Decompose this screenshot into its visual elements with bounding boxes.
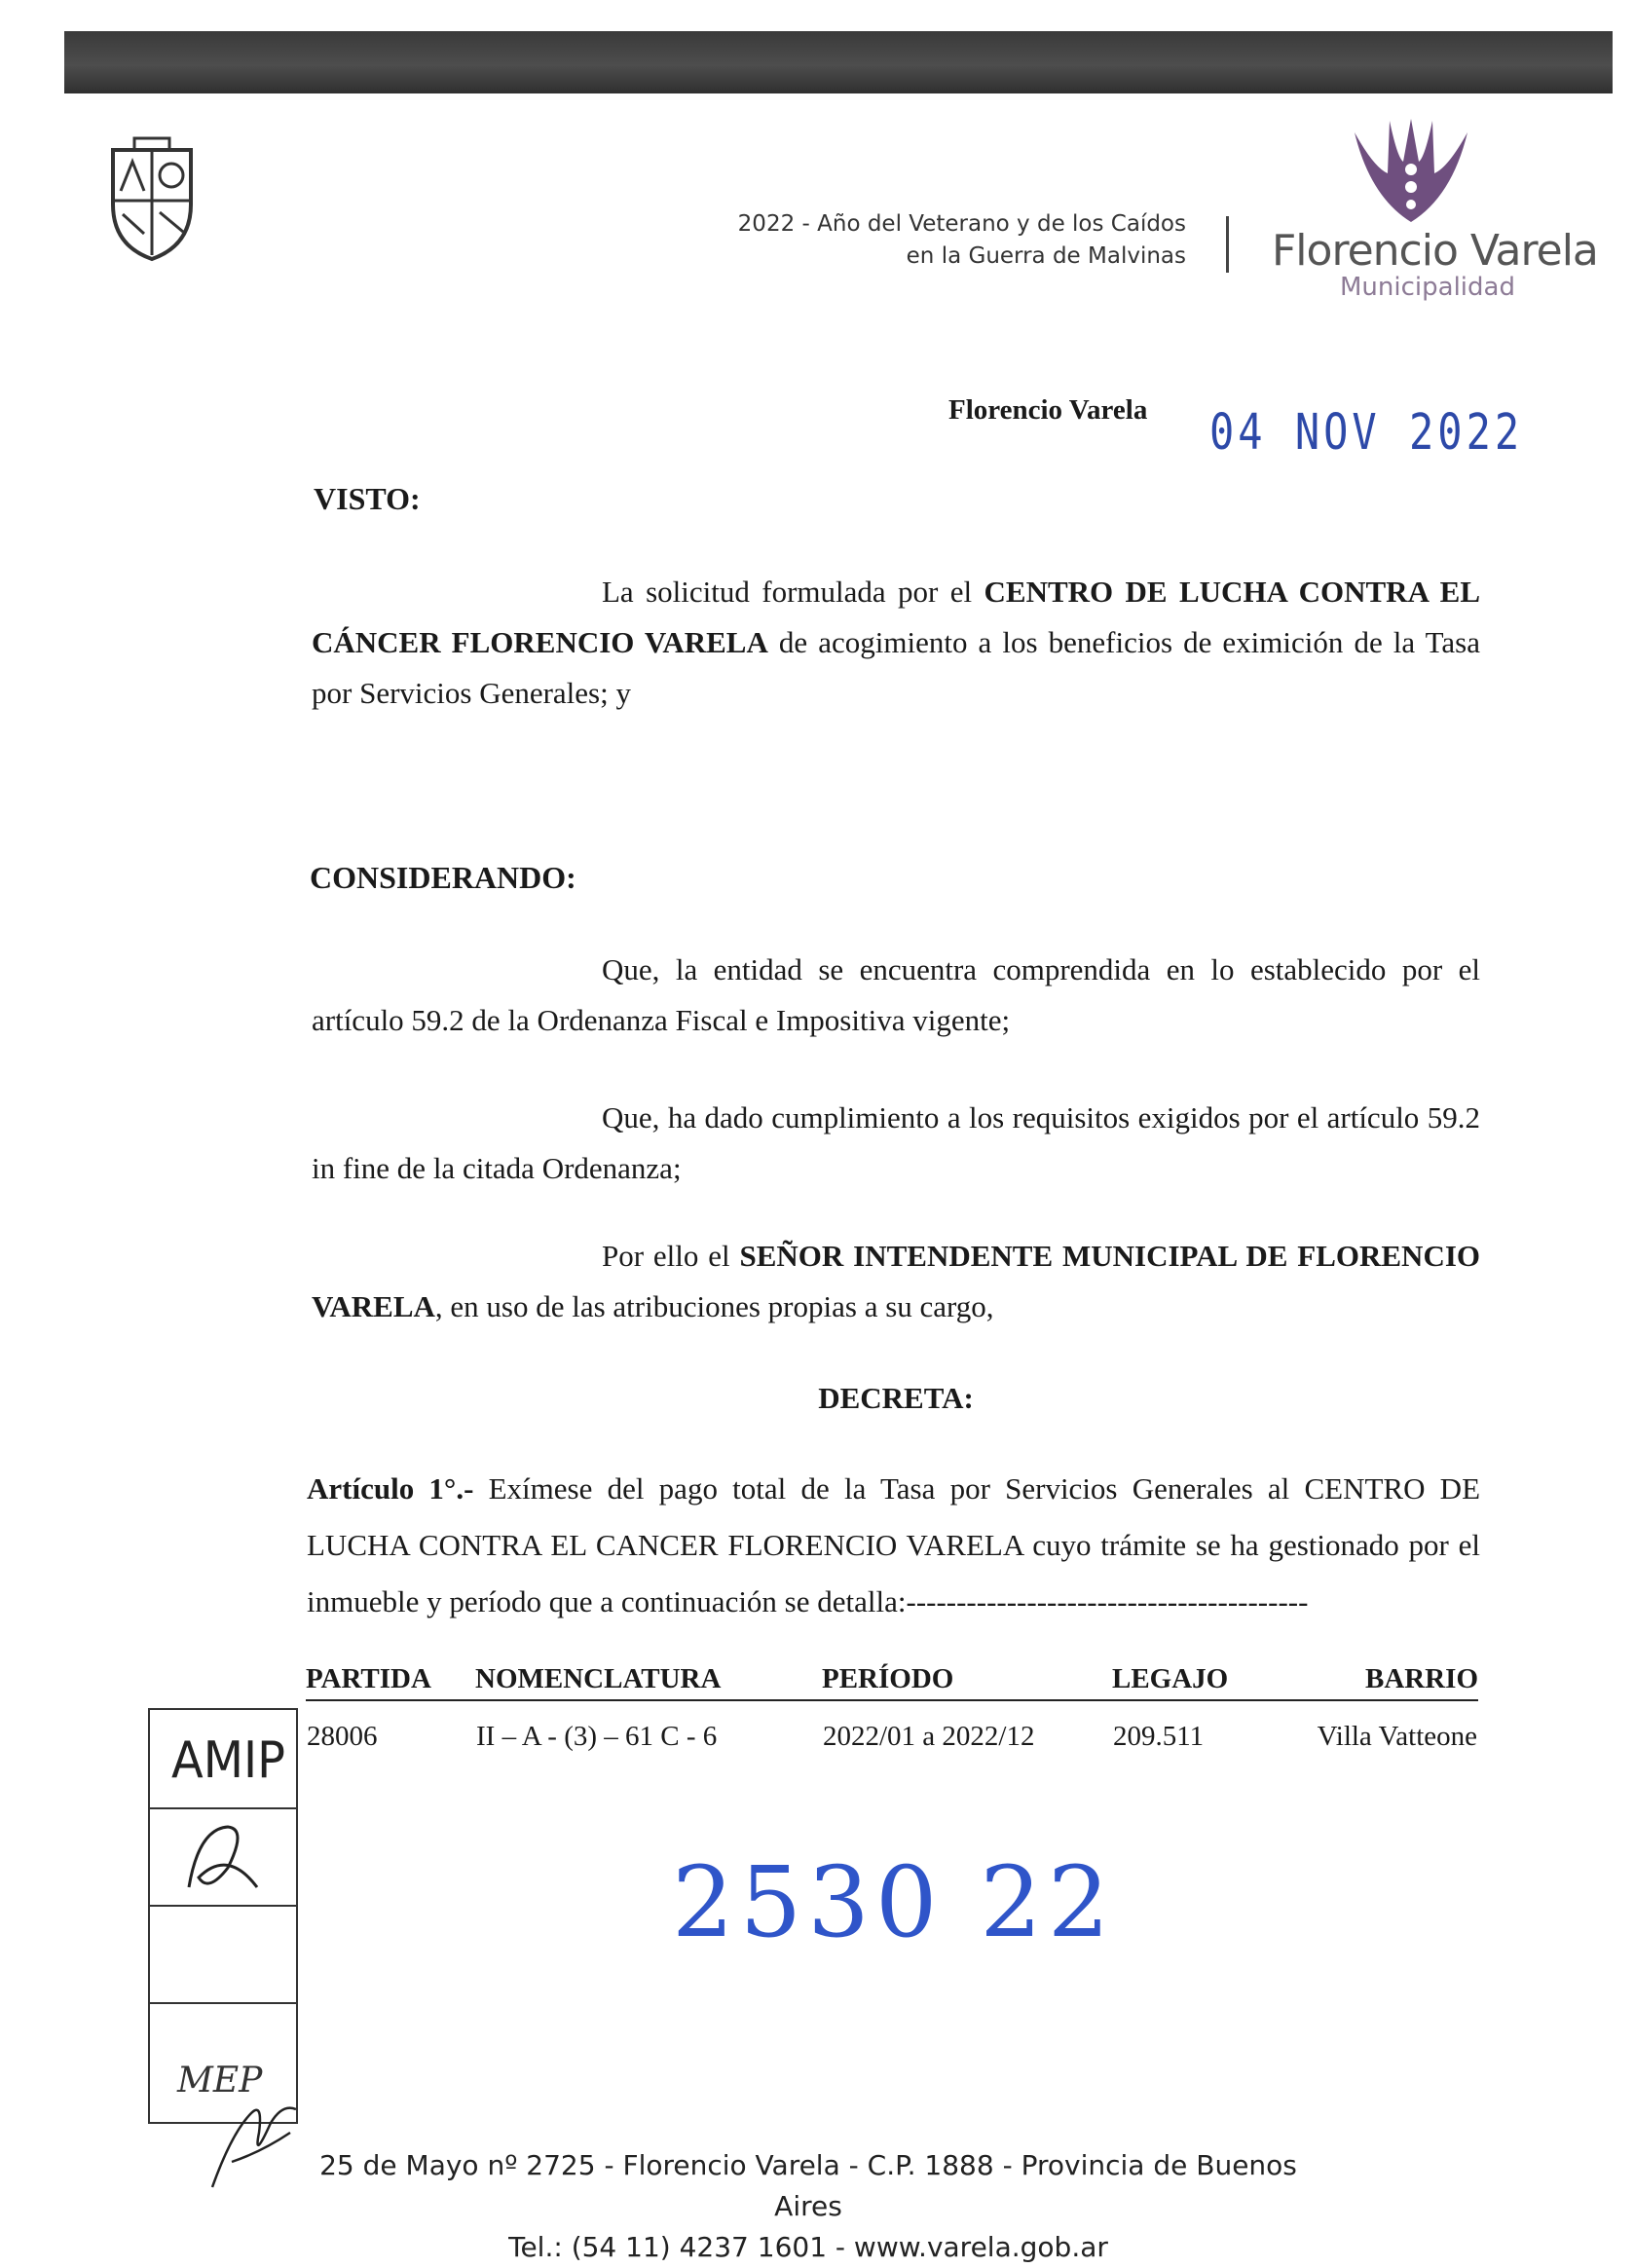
municipality-name: Florencio Varela xyxy=(1272,226,1598,276)
articulo-1-label: Artículo 1°.- xyxy=(307,1471,474,1506)
table-cell-nomenclatura: II – A - (3) – 61 C - 6 xyxy=(476,1721,718,1752)
date-stamp: 04 NOV 2022 xyxy=(1209,403,1524,461)
table-cell-partida: 28006 xyxy=(307,1721,378,1752)
considerando-paragraph-3 xyxy=(312,1231,1480,1332)
anniversary-motto xyxy=(738,208,1186,273)
municipality-logo-icon xyxy=(1351,119,1471,226)
property-table xyxy=(306,1663,1478,1754)
footer-contact: Tel.: (54 11) 4237 1601 - www.varela.gob.ar xyxy=(508,2231,1108,2263)
considerando-p3-bold: SEÑOR INTENDENTE MUNICIPAL DE FLORENCIO VARELA xyxy=(312,1239,1481,1323)
municipality-subtitle: Municipalidad xyxy=(1340,273,1515,302)
considerando-heading: CONSIDERANDO: xyxy=(310,860,576,895)
table-header-periodo: PERÍODO xyxy=(822,1663,1112,1700)
amip-signature-icon xyxy=(169,1819,277,1897)
visto-paragraph xyxy=(312,567,1480,719)
amip-label: AMIP xyxy=(171,1731,285,1790)
articulo-1-paragraph xyxy=(307,1461,1480,1630)
amip-stamp xyxy=(148,1708,298,2124)
decreta-heading: DECRETA: xyxy=(818,1381,974,1415)
amip-row-1 xyxy=(150,1710,296,1809)
anniversary-line-1: 2022 - Año del Veterano y de los Caídos xyxy=(737,211,1186,237)
table-header-legajo: LEGAJO xyxy=(1112,1663,1307,1700)
considerando-p2-text: Que, ha dado cumplimiento a los requisitos exigidos por el artículo 59.2 in fine de la citada Ordenanza; xyxy=(312,1100,1480,1185)
amip-row-3 xyxy=(150,1905,296,2004)
decree-number-stamp: 2530 22 xyxy=(672,1845,1116,1959)
considerando-p3-lead: Por ello el xyxy=(602,1239,730,1273)
amip-initials: MEP xyxy=(177,2061,263,2101)
table-row xyxy=(306,1700,1478,1754)
table-cell-legajo: 209.511 xyxy=(1113,1721,1205,1752)
date-place: Florencio Varela xyxy=(948,394,1148,426)
anniversary-line-2: en la Guerra de Malvinas xyxy=(906,243,1186,269)
visto-heading: VISTO: xyxy=(314,481,421,516)
coat-of-arms-icon xyxy=(105,136,199,265)
footer-address: 25 de Mayo nº 2725 - Florencio Varela - C.P. 1888 - Provincia de Buenos Aires xyxy=(319,2149,1297,2222)
visto-entity: CENTRO DE LUCHA CONTRA EL CÁNCER FLORENCIO VARELA xyxy=(312,575,1480,659)
table-cell-periodo: 2022/01 a 2022/12 xyxy=(823,1721,1035,1752)
scan-top-bar xyxy=(64,31,1613,93)
articulo-1-text: Exímese del pago total de la Tasa por Servicios Generales al CENTRO DE LUCHA CONTRA EL CANCER FLORENCIO VARELA cuyo trámite se ha gestionado por el inmueble y período que a continuación se detalla:---------------------------------------- xyxy=(307,1471,1481,1618)
footer xyxy=(292,2145,1324,2268)
header-divider xyxy=(1226,216,1229,273)
considerando-paragraph-1 xyxy=(312,945,1480,1046)
visto-rest: de acogimiento a los beneficios de eximición de la Tasa por Servicios Generales; y xyxy=(312,625,1481,710)
table-header-partida: PARTIDA xyxy=(306,1663,475,1700)
table-header-barrio: BARRIO xyxy=(1307,1663,1478,1700)
table-header-nomenclatura: NOMENCLATURA xyxy=(475,1663,822,1700)
visto-lead: La solicitud formulada por el xyxy=(602,575,973,609)
considerando-p1-text: Que, la entidad se encuentra comprendida en lo establecido por el artículo 59.2 de la Ordenanza Fiscal e Impositiva vigente; xyxy=(312,952,1480,1037)
table-cell-barrio: Villa Vatteone xyxy=(1317,1721,1477,1752)
considerando-paragraph-2 xyxy=(312,1093,1480,1194)
considerando-p3-rest: , en uso de las atribuciones propias a su cargo, xyxy=(434,1289,994,1323)
table-header-row xyxy=(306,1663,1478,1700)
handwritten-signature-icon xyxy=(203,2094,300,2191)
